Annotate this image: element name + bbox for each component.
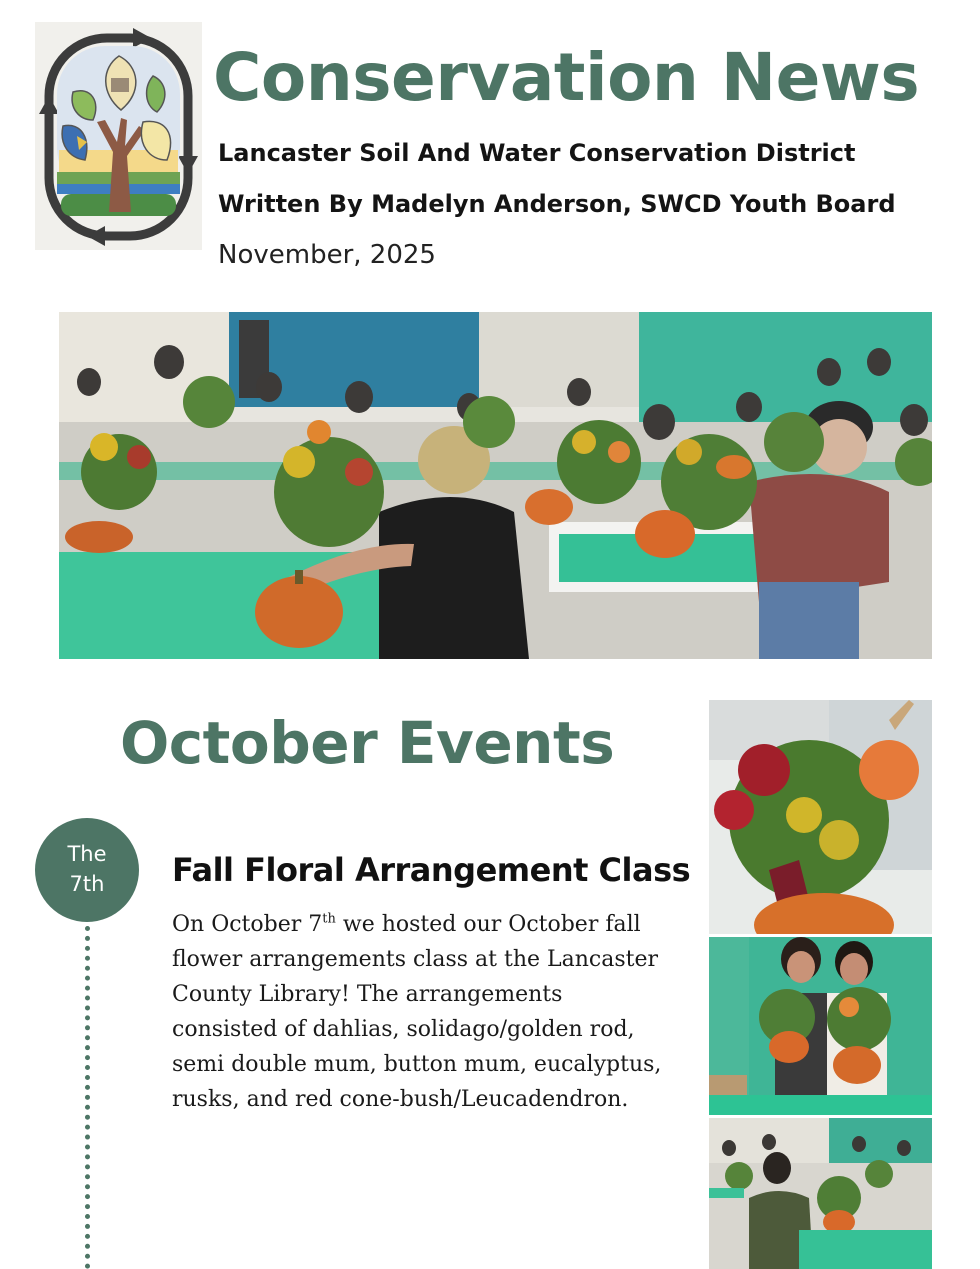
event-description [172, 907, 672, 1117]
class-photo [59, 312, 932, 659]
event-date-badge [35, 818, 139, 922]
badge-line-2: 7th [69, 872, 105, 896]
floral-arrangement-photo [709, 700, 932, 934]
badge-line-1: The [67, 842, 107, 866]
two-participants-photo [709, 937, 932, 1115]
class-working-photo [709, 1118, 932, 1269]
district-logo [35, 22, 202, 250]
event-description-part-1: On October 7 [172, 912, 323, 937]
timeline-line [85, 926, 90, 1269]
event-description-superscript: th [322, 911, 336, 927]
event-title: Fall Floral Arrangement Class [172, 851, 691, 889]
byline: Written By Madelyn Anderson, SWCD Youth Board [218, 190, 896, 218]
newsletter-title: Conservation News [213, 39, 920, 116]
organization-name: Lancaster Soil And Water Conservation District [218, 139, 856, 167]
section-title: October Events [120, 709, 615, 777]
issue-date: November, 2025 [218, 240, 436, 270]
event-description-part-2: we hosted our October fall flower arrangements class at the Lancaster County Library! The arrangements consisted of dahlias, solidago/golden rod, semi double mum, button mum, eucalyptus, rusks, and red cone-bush/Leucadendron. [172, 912, 662, 1112]
